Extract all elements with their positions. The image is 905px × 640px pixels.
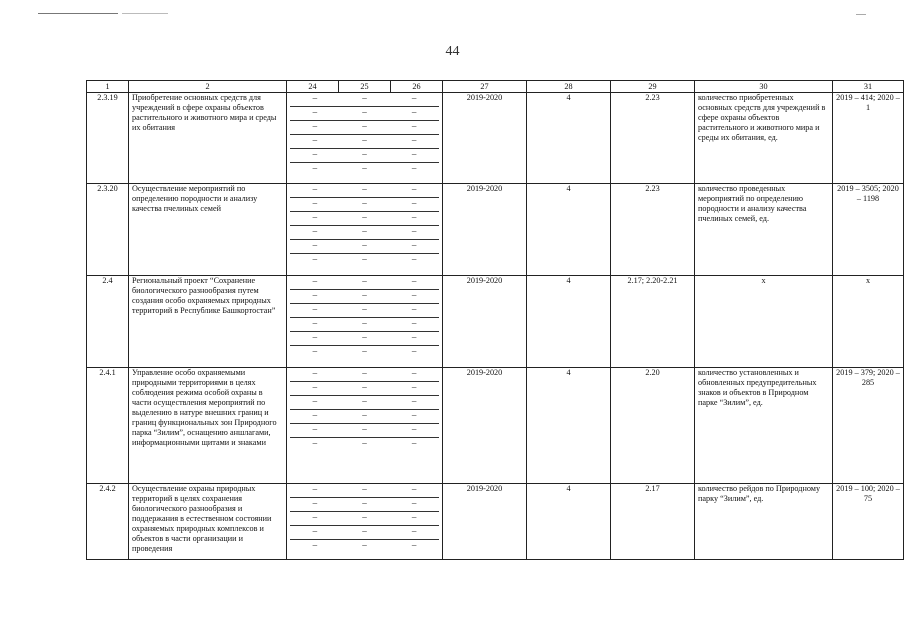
measure-name: Управление особо охраняемыми природными территориями в целях соблюдения режима особой охраны в части осуществления мероприятий по выделению в натуре внешних границ и границ функциональных зон Природного парка “Зилим”, оснащению аншлагами, информационными щитами и знаками xyxy=(129,368,287,484)
col-29-value: 2.23 xyxy=(611,184,695,276)
dash-cell: – xyxy=(362,226,367,236)
measure-name: Осуществление охраны природных территорий в целях сохранения биологического разнообразия и поддержания в естественном состоянии охраняемых природных комплексов и объектов в части организации и проведения xyxy=(129,484,287,560)
col-29-value: 2.23 xyxy=(611,93,695,184)
col-28-value: 4 xyxy=(527,93,611,184)
indicator-value: 2019 – 3505; 2020 – 1198 xyxy=(833,184,904,276)
dash-cell: – xyxy=(312,512,318,522)
dash-cell: – xyxy=(362,332,367,342)
dash-cell: – xyxy=(312,198,318,208)
scan-artifact-line xyxy=(856,14,866,15)
measure-number: 2.4 xyxy=(87,276,129,368)
col-28-value: 4 xyxy=(527,368,611,484)
dash-cell: – xyxy=(362,107,367,117)
dash-cell: – xyxy=(312,540,318,550)
dash-cell: – xyxy=(411,240,417,250)
dash-cell: – xyxy=(312,410,318,420)
dash-cell: – xyxy=(312,254,318,264)
dash-subrow xyxy=(290,107,439,121)
dash-cell: – xyxy=(312,240,318,250)
dash-subrow xyxy=(290,526,439,540)
scan-artifact-line xyxy=(38,13,118,14)
indicator-value: x xyxy=(833,276,904,368)
dash-cell: – xyxy=(312,368,318,378)
implementation-period: 2019-2020 xyxy=(443,368,527,484)
dash-subrow xyxy=(290,382,439,396)
column-number: 29 xyxy=(611,81,695,93)
table-row xyxy=(87,484,904,560)
dash-cell: – xyxy=(362,540,367,550)
dash-cell: – xyxy=(411,526,417,536)
dash-subrow xyxy=(290,198,439,212)
table-row xyxy=(87,368,904,484)
dash-cell: – xyxy=(411,498,417,508)
column-number: 28 xyxy=(527,81,611,93)
implementation-period: 2019-2020 xyxy=(443,184,527,276)
dash-subrow xyxy=(290,226,439,240)
measure-number: 2.4.2 xyxy=(87,484,129,560)
dash-cell: – xyxy=(312,396,318,406)
dash-cell: – xyxy=(312,424,318,434)
col-28-value: 4 xyxy=(527,484,611,560)
col-29-value: 2.20 xyxy=(611,368,695,484)
dash-cell: – xyxy=(362,304,367,314)
dash-cell: – xyxy=(362,498,367,508)
dash-subrow xyxy=(290,346,439,359)
dash-cell: – xyxy=(362,254,367,264)
dash-cell: – xyxy=(411,226,417,236)
dash-cell: – xyxy=(312,163,318,173)
dash-grid xyxy=(287,93,443,184)
dash-cell: – xyxy=(312,184,318,194)
dash-cell: – xyxy=(411,396,417,406)
column-number: 31 xyxy=(833,81,904,93)
dash-cell: – xyxy=(411,135,417,145)
dash-cell: – xyxy=(362,290,367,300)
dash-cell: – xyxy=(411,512,417,522)
table-row xyxy=(87,93,904,184)
dash-cell: – xyxy=(411,93,417,103)
dash-subrow xyxy=(290,368,439,382)
indicator-text: количество рейдов по Природному парку “Зилим”, ед. xyxy=(695,484,833,560)
indicator-text: количество установленных и обновленных предупредительных знаков и объектов в Природном парке “Зилим”, ед. xyxy=(695,368,833,484)
measure-name: Осуществление мероприятий по определению породности и анализу качества пчелиных семей xyxy=(129,184,287,276)
dash-cell: – xyxy=(362,484,367,494)
dash-subrow xyxy=(290,149,439,163)
dash-subrow xyxy=(290,498,439,512)
dash-subrow xyxy=(290,396,439,410)
scan-artifact-line xyxy=(122,13,168,14)
dash-cell: – xyxy=(362,121,367,131)
dash-subrow xyxy=(290,93,439,107)
dash-cell: – xyxy=(362,240,367,250)
column-number: 1 xyxy=(87,81,129,93)
dash-cell: – xyxy=(362,396,367,406)
dash-cell: – xyxy=(312,438,318,448)
dash-grid xyxy=(287,276,443,368)
dash-cell: – xyxy=(312,121,318,131)
dash-subrow xyxy=(290,290,439,304)
dash-cell: – xyxy=(411,484,417,494)
dash-grid xyxy=(287,184,443,276)
dash-subrow xyxy=(290,240,439,254)
dash-cell: – xyxy=(411,438,417,448)
dash-cell: – xyxy=(411,184,417,194)
dash-cell: – xyxy=(362,424,367,434)
dash-cell: – xyxy=(362,276,367,286)
dash-subrow xyxy=(290,318,439,332)
dash-cell: – xyxy=(312,276,318,286)
dash-subrow xyxy=(290,254,439,267)
dash-cell: – xyxy=(362,212,367,222)
measure-number: 2.3.20 xyxy=(87,184,129,276)
dash-cell: – xyxy=(411,332,417,342)
column-number-row xyxy=(87,81,904,93)
dash-cell: – xyxy=(362,410,367,420)
col-29-value: 2.17; 2.20-2.21 xyxy=(611,276,695,368)
dash-cell: – xyxy=(411,318,417,328)
measure-number: 2.4.1 xyxy=(87,368,129,484)
measure-number: 2.3.19 xyxy=(87,93,129,184)
dash-cell: – xyxy=(362,382,367,392)
dash-cell: – xyxy=(411,254,417,264)
column-number: 26 xyxy=(391,81,443,93)
dash-cell: – xyxy=(411,382,417,392)
dash-subrow xyxy=(290,438,439,451)
dash-cell: – xyxy=(312,484,318,494)
dash-cell: – xyxy=(312,304,318,314)
dash-subrow xyxy=(290,410,439,424)
dash-cell: – xyxy=(411,276,417,286)
dash-subrow xyxy=(290,135,439,149)
dash-subrow xyxy=(290,424,439,438)
dash-cell: – xyxy=(411,198,417,208)
dash-cell: – xyxy=(362,346,367,356)
dash-cell: – xyxy=(362,135,367,145)
dash-grid xyxy=(287,368,443,484)
dash-cell: – xyxy=(362,438,367,448)
implementation-period: 2019-2020 xyxy=(443,93,527,184)
dash-cell: – xyxy=(312,149,318,159)
measure-name: Приобретение основных средств для учреждений в сфере охраны объектов растительного и животного мира и среды их обитания xyxy=(129,93,287,184)
dash-cell: – xyxy=(411,424,417,434)
dash-cell: – xyxy=(312,498,318,508)
dash-cell: – xyxy=(411,121,417,131)
dash-subrow xyxy=(290,332,439,346)
table-row xyxy=(87,184,904,276)
dash-cell: – xyxy=(411,149,417,159)
col-28-value: 4 xyxy=(527,184,611,276)
dash-cell: – xyxy=(362,184,367,194)
column-number: 2 xyxy=(129,81,287,93)
indicator-text: количество проведенных мероприятий по определению породности и анализу качества пчелиных семей, ед. xyxy=(695,184,833,276)
dash-cell: – xyxy=(312,212,318,222)
dash-cell: – xyxy=(411,540,417,550)
indicator-text: количество приобретенных основных средств для учреждений в сфере охраны объектов растительного и животного мира и среды их обитания, ед. xyxy=(695,93,833,184)
dash-subrow xyxy=(290,540,439,553)
dash-cell: – xyxy=(362,163,367,173)
dash-cell: – xyxy=(312,290,318,300)
indicator-text: x xyxy=(695,276,833,368)
dash-cell: – xyxy=(411,163,417,173)
column-number: 24 xyxy=(287,81,339,93)
implementation-period: 2019-2020 xyxy=(443,276,527,368)
dash-cell: – xyxy=(312,526,318,536)
dash-cell: – xyxy=(312,93,318,103)
col-28-value: 4 xyxy=(527,276,611,368)
dash-cell: – xyxy=(312,346,318,356)
dash-cell: – xyxy=(411,368,417,378)
dash-subrow xyxy=(290,276,439,290)
dash-subrow xyxy=(290,512,439,526)
table-row xyxy=(87,276,904,368)
dash-cell: – xyxy=(362,198,367,208)
dash-cell: – xyxy=(411,410,417,420)
program-measures-table xyxy=(86,80,904,560)
indicator-value: 2019 – 379; 2020 – 285 xyxy=(833,368,904,484)
dash-subrow xyxy=(290,184,439,198)
dash-subrow xyxy=(290,484,439,498)
dash-subrow xyxy=(290,212,439,226)
dash-cell: – xyxy=(312,135,318,145)
dash-cell: – xyxy=(312,226,318,236)
dash-cell: – xyxy=(312,318,318,328)
page-number: 44 xyxy=(445,44,460,59)
column-number: 27 xyxy=(443,81,527,93)
indicator-value: 2019 – 414; 2020 – 1 xyxy=(833,93,904,184)
dash-cell: – xyxy=(312,382,318,392)
dash-cell: – xyxy=(312,107,318,117)
dash-subrow xyxy=(290,304,439,318)
dash-cell: – xyxy=(312,332,318,342)
dash-cell: – xyxy=(411,212,417,222)
dash-subrow xyxy=(290,163,439,176)
dash-grid xyxy=(287,484,443,560)
dash-cell: – xyxy=(411,107,417,117)
dash-cell: – xyxy=(411,290,417,300)
dash-subrow xyxy=(290,121,439,135)
implementation-period: 2019-2020 xyxy=(443,484,527,560)
col-29-value: 2.17 xyxy=(611,484,695,560)
dash-cell: – xyxy=(362,512,367,522)
dash-cell: – xyxy=(362,368,367,378)
column-number: 25 xyxy=(339,81,391,93)
dash-cell: – xyxy=(411,304,417,314)
measure-name: Региональный проект “Сохранение биологического разнообразия путем создания особо охраняемых природных территорий в Республике Башкортостан” xyxy=(129,276,287,368)
dash-cell: – xyxy=(362,318,367,328)
dash-cell: – xyxy=(362,149,367,159)
dash-cell: – xyxy=(362,526,367,536)
column-number: 30 xyxy=(695,81,833,93)
indicator-value: 2019 – 100; 2020 – 75 xyxy=(833,484,904,560)
dash-cell: – xyxy=(411,346,417,356)
dash-cell: – xyxy=(362,93,367,103)
